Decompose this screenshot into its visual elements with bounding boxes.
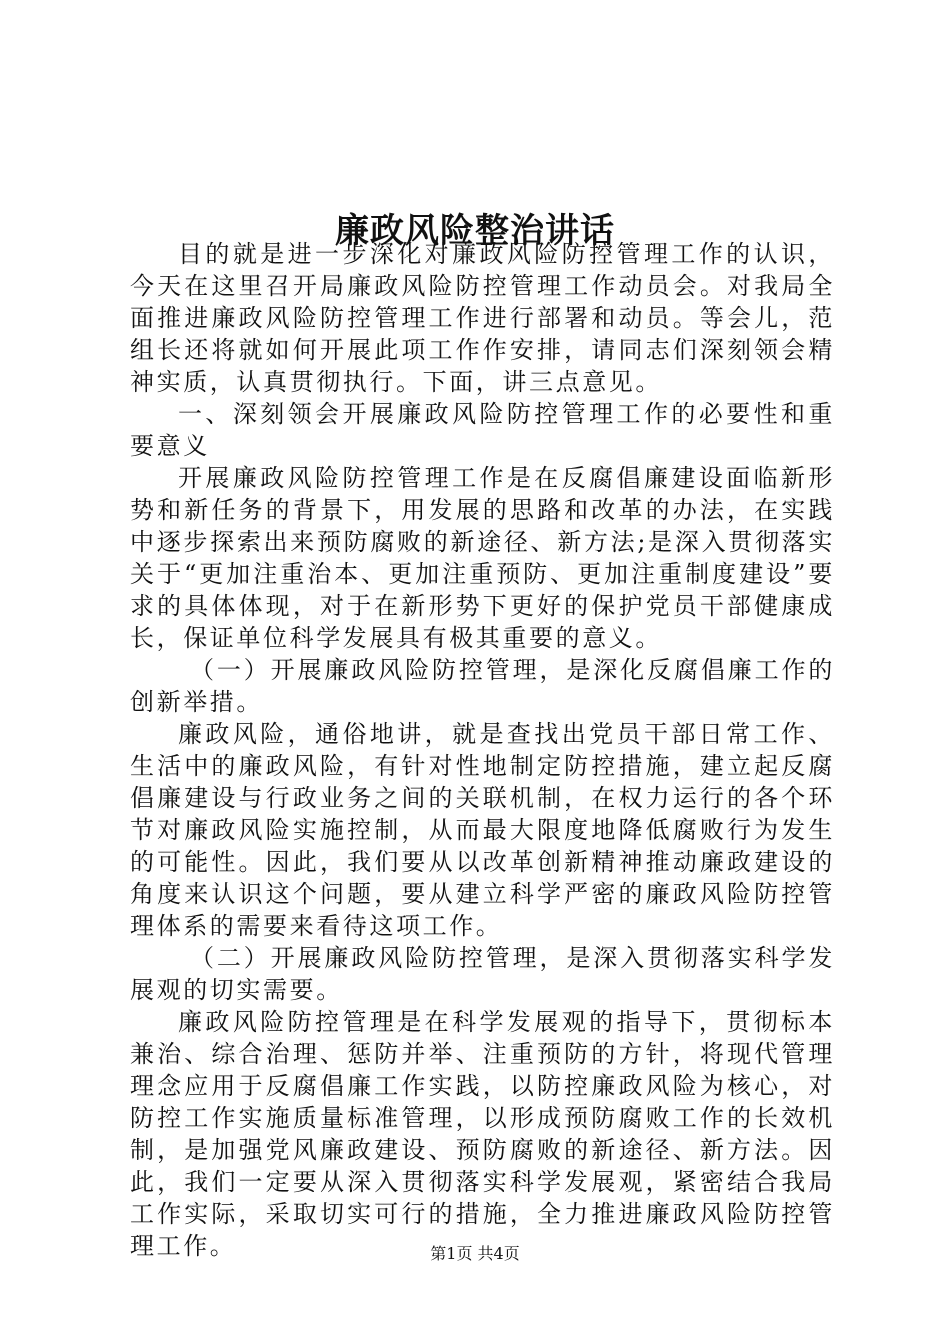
- paragraph-subsection-2: 廉政风险防控管理是在科学发展观的指导下，贯彻标本兼治、综合治理、惩防并举、注重预防的方针，将现代管理理念应用于反腐倡廉工作实践，以防控廉政风险为核心，对防控工作实施质量标准管理，以形成预防腐败工作的长效机制，是加强党风廉政建设、预防腐败的新途径、新方法。因此，我们一定要从深入贯彻落实科学发展观，紧密结合我局工作实际，采取切实可行的措施，全力推进廉政风险防控管理工作。: [130, 1008, 835, 1260]
- page-number-footer: 第1页 共4页: [430, 1244, 520, 1263]
- document-body: [130, 238, 835, 1262]
- paragraph-section-1: 开展廉政风险防控管理工作是在反腐倡廉建设面临新形势和新任务的背景下，用发展的思路和改革的办法，在实践中逐步探索出来预防腐败的新途径、新方法;是深入贯彻落实关于“更加注重治本、更加注重预防、更加注重制度建设”要求的具体体现，对于在新形势下更好的保护党员干部健康成长，保证单位科学发展具有极其重要的意义。: [130, 464, 835, 652]
- document-title: 廉政风险整治讲话: [335, 210, 615, 251]
- subheading-1: （一）开展廉政风险防控管理，是深化反腐倡廉工作的创新举措。: [130, 656, 835, 716]
- paragraph-intro: 目的就是进一步深化对廉政风险防控管理工作的认识，今天在这里召开局廉政风险防控管理工作动员会。对我局全面推进廉政风险防控管理工作进行部署和动员。等会儿，范组长还将就如何开展此项工作作安排，请同志们深刻领会精神实质，认真贯彻执行。下面，讲三点意见。: [130, 240, 835, 396]
- section-heading-1: 一、深刻领会开展廉政风险防控管理工作的必要性和重要意义: [130, 400, 835, 460]
- subheading-2: （二）开展廉政风险防控管理，是深入贯彻落实科学发展观的切实需要。: [130, 944, 835, 1004]
- paragraph-subsection-1: 廉政风险，通俗地讲，就是查找出党员干部日常工作、生活中的廉政风险，有针对性地制定防控措施，建立起反腐倡廉建设与行政业务之间的关联机制，在权力运行的各个环节对廉政风险实施控制，从而最大限度地降低腐败行为发生的可能性。因此，我们要从以改革创新精神推动廉政建设的角度来认识这个问题，要从建立科学严密的廉政风险防控管理体系的需要来看待这项工作。: [130, 720, 835, 940]
